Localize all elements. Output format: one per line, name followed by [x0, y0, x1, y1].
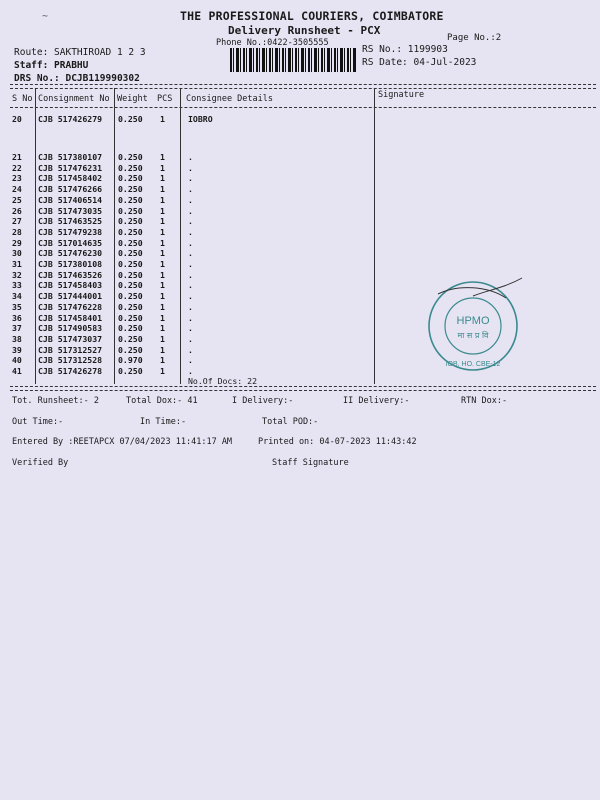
row-details: .	[188, 152, 193, 162]
rs-number: RS No.: 1199903	[362, 44, 448, 55]
row-weight: 0.250	[118, 216, 143, 227]
table-rule-bottom-2	[10, 390, 596, 391]
row-sno: 37	[12, 323, 22, 334]
row-pcs: 1	[160, 194, 165, 205]
row-sno: 30	[12, 248, 22, 259]
row-details: .	[188, 366, 193, 376]
row-pcs: 1	[160, 114, 165, 124]
row-pcs: 1	[160, 184, 165, 195]
row-details: .	[188, 355, 193, 366]
table-row	[0, 152, 600, 163]
row-pcs: 1	[160, 366, 165, 376]
row-pcs: 1	[160, 237, 165, 248]
row-pcs: 1	[160, 355, 165, 366]
table-rule-bottom	[10, 386, 596, 387]
row-sno: 39	[12, 344, 22, 355]
staff-label: Staff: PRABHU	[14, 60, 89, 71]
page-number: Page No.:2	[447, 33, 502, 43]
row-consignment: CJB 517479238	[38, 226, 103, 237]
row-weight: 0.250	[118, 173, 143, 184]
row-consignment: CJB 517458403	[38, 280, 103, 291]
entered-by: Entered By :REETAPCX 07/04/2023 11:41:17 AM	[12, 437, 233, 447]
col-header-sno: S No	[12, 94, 33, 104]
col-header-details: Consignee Details	[186, 94, 273, 104]
row-consignment: CJB 517426278	[38, 366, 103, 376]
table-row	[0, 173, 600, 184]
table-row	[0, 195, 600, 206]
row-sno: 24	[12, 184, 22, 195]
row-weight: 0.250	[118, 333, 143, 344]
drs-number: DRS No.: DCJB119990302	[14, 73, 140, 84]
header-rule-bottom	[10, 107, 596, 108]
table-row	[0, 114, 600, 125]
row-pcs: 1	[160, 173, 165, 184]
table-row	[0, 238, 600, 249]
row-weight: 0.250	[118, 184, 143, 195]
row-consignment: CJB 517406514	[38, 194, 103, 205]
row-consignment: CJB 517458401	[38, 312, 103, 323]
row-sno: 40	[12, 355, 22, 366]
row-weight: 0.250	[118, 237, 143, 248]
printed-on: Printed on: 04-07-2023 11:43:42	[258, 437, 417, 447]
header-rule-top-2	[10, 88, 596, 89]
row-weight: 0.250	[118, 269, 143, 280]
row-sno: 32	[12, 269, 22, 280]
row-weight: 0.250	[118, 291, 143, 302]
row-details: .	[188, 248, 193, 259]
in-time: In Time:-	[140, 417, 187, 427]
row-weight: 0.250	[118, 162, 143, 173]
row-details: .	[188, 312, 193, 323]
row-consignment: CJB 517458402	[38, 173, 103, 184]
row-details: .	[188, 184, 193, 195]
row-weight: 0.250	[118, 301, 143, 312]
no-of-docs: No.Of Docs: 22	[188, 376, 258, 386]
row-consignment: CJB 517380107	[38, 152, 103, 162]
row-sno: 21	[12, 152, 22, 162]
row-consignment: CJB 517426279	[38, 114, 103, 124]
row-consignment: CJB 517312527	[38, 344, 103, 355]
row-pcs: 1	[160, 280, 165, 291]
row-details: .	[188, 173, 193, 184]
col-header-pcs: PCS	[157, 94, 173, 104]
document-title: Delivery Runsheet - PCX	[228, 24, 381, 37]
barcode	[230, 48, 356, 72]
row-pcs: 1	[160, 269, 165, 280]
row-pcs: 1	[160, 291, 165, 302]
phone-number: Phone No.:0422-3505555	[216, 38, 329, 48]
table-row	[0, 163, 600, 174]
row-pcs: 1	[160, 226, 165, 237]
row-sno: 23	[12, 173, 22, 184]
row-consignment: CJB 517476231	[38, 162, 103, 173]
row-pcs: 1	[160, 205, 165, 216]
row-consignment: CJB 517312528	[38, 355, 103, 366]
row-pcs: 1	[160, 162, 165, 173]
row-details: .	[188, 216, 193, 227]
row-details: .	[188, 205, 193, 216]
row-details: .	[188, 259, 193, 269]
top-mark: ~	[42, 11, 49, 22]
ii-delivery: II Delivery:-	[343, 396, 410, 406]
row-pcs: 1	[160, 259, 165, 269]
row-weight: 0.250	[118, 323, 143, 334]
row-sno: 38	[12, 333, 22, 344]
row-pcs: 1	[160, 301, 165, 312]
row-consignment: CJB 517473035	[38, 205, 103, 216]
total-pod: Total POD:-	[262, 417, 319, 427]
staff-signature: Staff Signature	[272, 458, 349, 468]
row-consignment: CJB 517444001	[38, 291, 103, 302]
row-pcs: 1	[160, 323, 165, 334]
table-row	[0, 259, 600, 270]
row-sno: 36	[12, 312, 22, 323]
rs-date: RS Date: 04-Jul-2023	[362, 57, 477, 68]
row-sno: 20	[12, 114, 22, 124]
table-row	[0, 248, 600, 259]
col-header-signature: Signature	[378, 90, 425, 100]
row-consignment: CJB 517380108	[38, 259, 103, 269]
row-sno: 41	[12, 366, 22, 376]
row-weight: 0.250	[118, 366, 143, 376]
col-header-weight: Weight	[117, 94, 148, 104]
row-consignment: CJB 517476230	[38, 248, 103, 259]
row-pcs: 1	[160, 344, 165, 355]
row-sno: 33	[12, 280, 22, 291]
row-consignment: CJB 517463525	[38, 216, 103, 227]
row-weight: 0.970	[118, 355, 143, 366]
row-sno: 35	[12, 301, 22, 312]
route-label: Route: SAKTHIROAD 1 2 3	[14, 47, 146, 58]
row-details: .	[188, 291, 193, 302]
row-pcs: 1	[160, 312, 165, 323]
row-sno: 28	[12, 226, 22, 237]
row-sno: 27	[12, 216, 22, 227]
row-consignment: CJB 517476266	[38, 184, 103, 195]
row-pcs: 1	[160, 216, 165, 227]
row-pcs: 1	[160, 152, 165, 162]
row-details: .	[188, 226, 193, 237]
row-sno: 25	[12, 194, 22, 205]
row-weight: 0.250	[118, 280, 143, 291]
row-weight: 0.250	[118, 226, 143, 237]
row-details: .	[188, 333, 193, 344]
row-weight: 0.250	[118, 152, 143, 162]
company-name: THE PROFESSIONAL COURIERS, COIMBATORE	[180, 9, 444, 23]
tot-runsheet: Tot. Runsheet:- 2	[12, 396, 99, 406]
row-pcs: 1	[160, 333, 165, 344]
row-pcs: 1	[160, 248, 165, 259]
row-consignment: CJB 517014635	[38, 237, 103, 248]
col-header-consignment: Consignment No	[38, 94, 110, 104]
row-details: .	[188, 323, 193, 334]
out-time: Out Time:-	[12, 417, 64, 427]
row-weight: 0.250	[118, 114, 143, 124]
rtn-dox: RTN Dox:-	[461, 396, 508, 406]
table-row	[0, 227, 600, 238]
stamp-ring-text: IOB, HO. CBE-12	[445, 361, 501, 368]
row-weight: 0.250	[118, 194, 143, 205]
row-sno: 26	[12, 205, 22, 216]
verified-by: Verified By	[12, 458, 69, 468]
row-details: .	[188, 194, 193, 205]
row-consignment: CJB 517463526	[38, 269, 103, 280]
row-details: .	[188, 269, 193, 280]
i-delivery: I Delivery:-	[232, 396, 294, 406]
row-details: .	[188, 280, 193, 291]
row-sno: 34	[12, 291, 22, 302]
row-consignment: CJB 517476228	[38, 301, 103, 312]
office-stamp	[418, 276, 528, 376]
row-weight: 0.250	[118, 259, 143, 269]
row-weight: 0.250	[118, 344, 143, 355]
row-sno: 31	[12, 259, 22, 269]
row-sno: 29	[12, 237, 22, 248]
table-row	[0, 206, 600, 217]
header-rule-top	[10, 84, 596, 85]
table-row	[0, 184, 600, 195]
stamp-center-text: HPMO	[456, 315, 490, 327]
row-details: .	[188, 162, 193, 173]
row-sno: 22	[12, 162, 22, 173]
row-details: .	[188, 344, 193, 355]
row-consignment: CJB 517473037	[38, 333, 103, 344]
row-weight: 0.250	[118, 312, 143, 323]
stamp-inner-text: मा स प्र वि	[457, 331, 489, 340]
row-weight: 0.250	[118, 205, 143, 216]
row-weight: 0.250	[118, 248, 143, 259]
row-details: .	[188, 301, 193, 312]
table-row	[0, 216, 600, 227]
row-details: .	[188, 237, 193, 248]
total-dox: Total Dox:- 41	[126, 396, 198, 406]
row-details: IOBRO	[188, 114, 213, 124]
row-consignment: CJB 517490583	[38, 323, 103, 334]
